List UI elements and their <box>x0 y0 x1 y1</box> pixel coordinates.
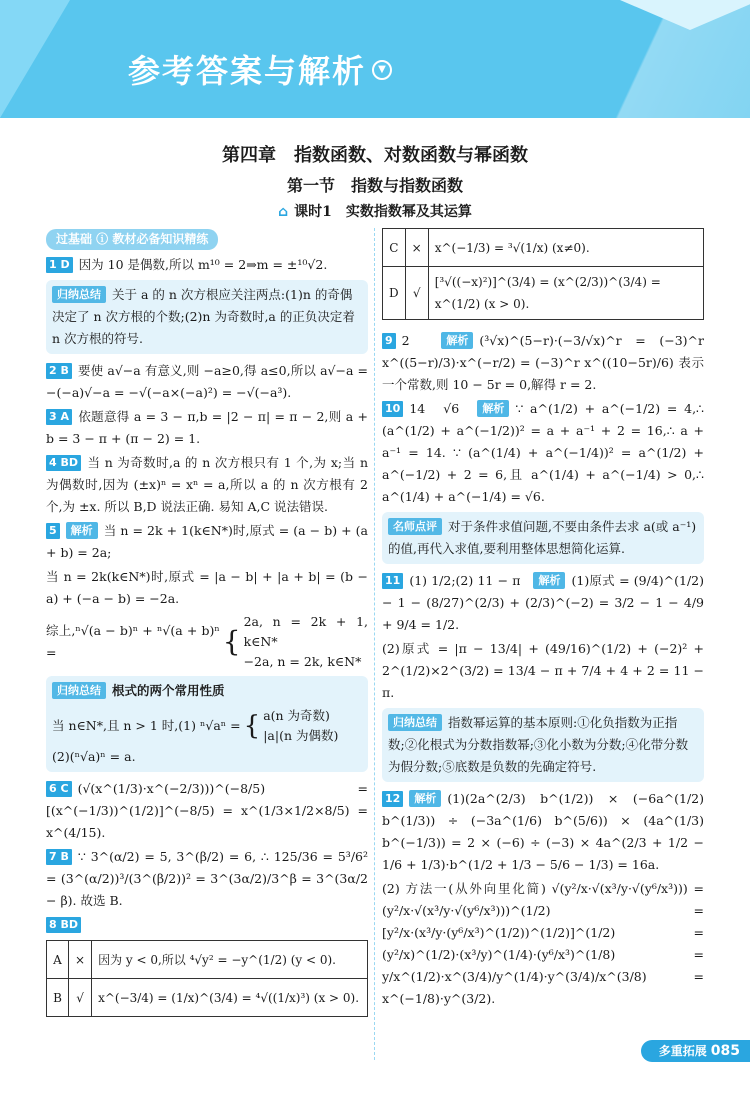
brace: { <box>222 625 241 658</box>
answer-line: 当 n = 2k(k∈N*)时,原式 = |a − b| + |a + b| = (b − a) + (−a − b) = −2a. <box>46 569 368 606</box>
question-number: 6 C <box>46 781 72 797</box>
table-row <box>47 941 368 979</box>
table-row <box>47 979 368 1017</box>
banner-decoration <box>620 0 750 30</box>
answer-text: (1)原式 = (9/4)^(1/2) − 1 − (8/27)^(2/3) + (2/3)^(−2) = 3/2 − 1 − 4/9 + 9/4 = 1/2. <box>382 573 705 632</box>
question-12 <box>382 788 704 876</box>
question-number: 7 B <box>46 849 72 865</box>
answer-text: 要使 a√−a 有意义,则 −a≥0,得 a≤0,所以 a√−a = −(−a)√−a = −√(−a×(−a)²) = −√(−a³). <box>46 363 368 400</box>
question-1 <box>46 254 368 276</box>
question-4 <box>46 452 368 518</box>
summary-text: (2)(ⁿ√a)ⁿ = a. <box>52 749 136 764</box>
page-number: 085 <box>710 1043 740 1059</box>
analysis-tag: 解析 <box>66 522 98 539</box>
question-9 <box>382 330 704 396</box>
summary-text: 当 n∈N*,且 n > 1 时,(1) ⁿ√aⁿ = <box>52 718 241 733</box>
answer-line: 综上,ⁿ√(a − b)ⁿ + ⁿ√(a + b)ⁿ = { 2a, n = 2k + 1, k∈N* −2a, n = 2k, k∈N* <box>46 612 368 672</box>
answer-text: ∵ a^(1/2) + a^(−1/2) = 4,∴ (a^(1/2) + a^(−1/2))² = a + a⁻¹ + 2 = 16,∴ a + a⁻¹ = 14. ∵ (a^(1/4) + a^(−1/4))² = a^(1/2) + a^(−1/2) + 2 = 6,且 a^(1/4) + a^(−1/4) > 0,∴ a^(1/4) + a^(−1/4) = √6. <box>382 401 704 504</box>
option-text: 因为 y < 0,所以 ⁴√y² = −y^(1/2) (y < 0). <box>92 941 368 979</box>
section-tag: 过基础 ⓘ 教材必备知识精练 <box>46 229 218 250</box>
analysis-tag: 解析 <box>477 400 509 417</box>
lesson-label: 课时1 实数指数幂及其运算 <box>294 204 472 220</box>
answer-text: 当 n 为奇数时,a 的 n 次方根只有 1 个,为 x;当 n 为偶数时,因为 (±x)ⁿ = xⁿ = a,所以 a 的 n 次方根有 2 个,为 ±x. 所以 B,D 说法正确. 易知 A,C 说法错误. <box>46 455 368 514</box>
question-number: 1 D <box>46 257 73 273</box>
option-text: x^(−3/4) = (1/x)^(3/4) = ⁴√((1/x)³) (x > 0). <box>92 979 368 1017</box>
summary-box <box>46 280 368 354</box>
summary-text: 指数幂运算的基本原则:①化负指数为正指数;②化根式为分数指数幂;③化小数为分数;④化带分数为假分数;⑤底数是负数的先确定符号. <box>388 715 689 774</box>
question-number: 9 <box>382 333 396 349</box>
option-label: B <box>47 979 69 1017</box>
summary-tag: 归纳总结 <box>52 286 106 303</box>
question-11 <box>382 570 704 636</box>
summary-title: 根式的两个常用性质 <box>112 683 225 698</box>
bookmark-icon: ⌂ <box>278 204 289 220</box>
analysis-tag: 解析 <box>441 332 473 349</box>
case-line: a(n 为奇数) <box>263 708 330 723</box>
comment-text: 对于条件求值问题,不要由条件去求 a(或 a⁻¹)的值,再代入求值,要利用整体思想简化运算. <box>388 519 697 556</box>
option-label: A <box>47 941 69 979</box>
question-number: 2 B <box>46 363 72 379</box>
question-number: 8 BD <box>46 917 81 933</box>
case-line: |a|(n 为偶数) <box>263 728 339 743</box>
table-row <box>383 229 704 267</box>
answer-value: 14 √6 <box>409 401 460 416</box>
question-number: 4 BD <box>46 455 81 471</box>
option-mark: √ <box>69 979 92 1017</box>
answer-text: (³√x)^(5−r)·(−3/√x)^r = (−3)^r x^((5−r)/3)·x^(−r/2) = (−3)^r x^((10−5r)/6) 表示一个常数,则 10 − 5r = 0,解得 r = 2. <box>382 333 704 392</box>
summary-text: 关于 a 的 n 次方根应关注两点:(1)n 的奇偶决定了 n 次方根的个数;(2)n 为奇数时,a 的正负决定着 n 次方根的符号. <box>52 287 355 346</box>
footer-label: 多重拓展 <box>658 1044 707 1058</box>
banner <box>0 0 750 118</box>
answer-text: (√(x^(1/3)·x^(−2/3)))^(−8/5) = [(x^(−1/3))^(1/2)]^(−8/5) = x^(1/3×1/2×8/5) = x^(4/15). <box>46 781 368 840</box>
case-line: 2a, n = 2k + 1, k∈N* <box>243 614 368 649</box>
comment-tag: 名师点评 <box>388 518 442 535</box>
question-number: 11 <box>382 573 403 589</box>
question-2 <box>46 360 368 404</box>
option-mark: √ <box>405 267 428 320</box>
question-number: 3 A <box>46 409 72 425</box>
comment-box <box>382 512 704 564</box>
question-number: 10 <box>382 401 403 417</box>
answer-text: 当 n = 2k + 1(k∈N*)时,原式 = (a − b) + (a + b) = 2a; <box>46 523 368 560</box>
analysis-tag: 解析 <box>533 572 565 589</box>
answer-line: (2)原式 = |π − 13/4| + (49/16)^(1/2) + (−2)² + 2^(1/2)×2^(3/2) = 13/4 − π + 7/4 + 4 + 2 = 11 − π. <box>382 641 704 700</box>
summary-tag: 归纳总结 <box>388 714 442 731</box>
table-row <box>383 267 704 320</box>
section-title: 第一节 指数与指数函数 <box>286 176 463 195</box>
question-10 <box>382 398 704 508</box>
brace: { <box>243 711 261 741</box>
case-line: −2a, n = 2k, k∈N* <box>243 654 362 669</box>
column-divider <box>374 228 375 1060</box>
question-7 <box>46 846 368 912</box>
answer-text: 因为 10 是偶数,所以 m¹⁰ = 2⇒m = ±¹⁰√2. <box>78 257 328 272</box>
answer-text: 依题意得 a = 3 − π,b = |2 − π| = π − 2,则 a + b = 3 − π + (π − 2) = 1. <box>46 409 368 446</box>
left-column <box>46 228 368 1021</box>
option-label: C <box>383 229 406 267</box>
summary-box <box>382 708 704 782</box>
chapter-title: 第四章 指数函数、对数函数与幂函数 <box>222 145 528 166</box>
answer-text: (1)(2a^(2/3) b^(1/2)) × (−6a^(1/2) b^(1/3)) ÷ (−3a^(1/6) b^(5/6)) × (4a^(1/3) b^(−1/3)) = 2 × (−6) ÷ (−3) × 4a^(2/3 + 1/2 − 1/6 + 1/3)·b^(1/2 + 1/3 − 5/6 − 1/3) = 16a. <box>382 791 704 872</box>
page-footer <box>641 1040 750 1062</box>
summary-tag: 归纳总结 <box>52 682 106 699</box>
summary-box <box>46 676 368 772</box>
banner-title: 参考答案与解析 <box>128 52 367 90</box>
question-8 <box>46 914 368 936</box>
option-text: x^(−1/3) = ³√(1/x) (x≠0). <box>428 229 703 267</box>
question-number: 12 <box>382 791 403 807</box>
lesson-title <box>0 201 750 221</box>
analysis-tag: 解析 <box>409 790 441 807</box>
option-mark: × <box>405 229 428 267</box>
option-table <box>382 228 704 320</box>
question-3 <box>46 406 368 450</box>
option-label: D <box>383 267 406 320</box>
question-number: 5 <box>46 523 60 539</box>
right-column <box>382 228 704 1012</box>
banner-decoration <box>0 0 70 118</box>
answer-text: ∵ 3^(α/2) = 5, 3^(β/2) = 6, ∴ 125/36 = 5³/6² = (3^(α/2))³/(3^(β/2))² = 3^(3α/2)/3^β = 3^(3α/2 − β). 故选 B. <box>46 849 368 908</box>
answer-line: (2) 方法一(从外向里化简) √(y²/x·√(x³/y·√(y⁶/x³))) = (y²/x·√(x³/y·√(y⁶/x³)))^(1/2) = [y²/x·(x³/y·(y⁶/x³)^(1/2))^(1/2)]^(1/2) = (y²/x)^(1/2)·(x³/y)^(1/4)·(y⁶/x³)^(1/8) = y/x^(1/2)·x^(3/4)/y^(1/4)·y^(3/4)/x^(3/8) = x^(−1/8)·y^(3/2). <box>382 881 704 1006</box>
option-table <box>46 940 368 1017</box>
chevron-down-icon: ▼ <box>372 60 392 80</box>
option-mark: × <box>69 941 92 979</box>
question-6 <box>46 778 368 844</box>
answer-value: (1) 1/2;(2) 11 − π <box>409 573 521 588</box>
answer-value: 2 <box>401 333 410 348</box>
option-text: [³√((−x)²)]^(3/4) = (x^(2/3))^(3/4) = x^(1/2) (x > 0). <box>428 267 703 320</box>
question-5 <box>46 520 368 564</box>
